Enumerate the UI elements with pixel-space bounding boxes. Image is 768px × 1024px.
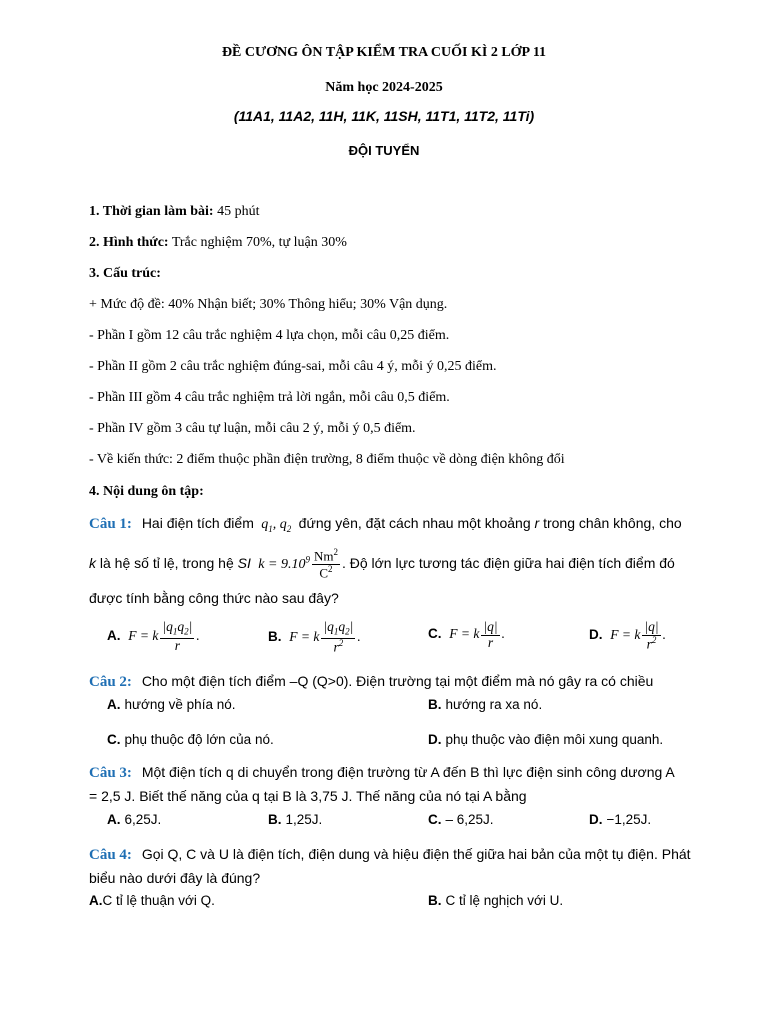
question-3-line-1: Câu 3: Một điện tích q di chuyển trong điện trường từ A đến B thì lực điện sinh công dương A: [89, 764, 675, 781]
question-1-option-d[interactable]: D. F = k $\frac{|q|}{r^2}$ .: [589, 619, 666, 652]
form-value: Trắc nghiệm 70%, tự luận 30%: [168, 235, 347, 250]
school-year: Năm học 2024-2025: [325, 80, 443, 95]
formula-option-d: F = k $\frac{|q|}{r^2}$ .: [610, 619, 666, 652]
formula-k-constant: $k = 9.10^9$: [254, 554, 310, 572]
question-number: Câu 2:: [89, 674, 132, 690]
structure-line: - Về kiến thức: 2 điểm thuộc phần điện trường, 8 điểm thuộc về dòng điện không đổi: [89, 452, 565, 467]
question-number: Câu 4:: [89, 847, 132, 863]
question-2-option-d[interactable]: D. phụ thuộc vào điện môi xung quanh.: [428, 732, 664, 747]
form-line: [89, 235, 347, 251]
question-4-line-2: biểu nào dưới đây là đúng?: [89, 870, 261, 886]
structure-line: - Phần III gồm 4 câu trắc nghiệm trả lời ngắn, mỗi câu 0,5 điểm.: [89, 390, 450, 405]
time-value: 45 phút: [213, 204, 260, 219]
question-2-option-c[interactable]: C. phụ thuộc độ lớn của nó.: [107, 732, 274, 747]
content-label: 4. Nội dung ôn tập:: [89, 484, 204, 499]
structure-line: - Phần IV gồm 3 câu tự luận, mỗi câu 2 ý, mỗi ý 0,5 điểm.: [89, 421, 416, 436]
question-3-option-b[interactable]: B. 1,25J.: [268, 812, 323, 827]
question-1-line-1: Câu 1: Hai điện tích điểm $q_1$, $q_2$ đứng yên, đặt cách nhau một khoảng r trong chân không, cho: [89, 515, 682, 534]
question-number: Câu 3:: [89, 765, 132, 781]
question-4-line-1: Câu 4: Gọi Q, C và U là điện tích, điện dung và hiệu điện thế giữa hai bản của một tụ điện. Phát: [89, 846, 691, 863]
question-3-line-2: = 2,5 J. Biết thế năng của q tại B là 3,75 J. Thế năng của nó tại A bằng: [89, 788, 527, 804]
question-3-option-a[interactable]: A. 6,25J.: [107, 812, 162, 827]
document-title: ĐỀ CƯƠNG ÔN TẬP KIỂM TRA CUỐI KÌ 2 LỚP 11: [221, 45, 547, 60]
question-4-option-b[interactable]: B. C tỉ lệ nghịch với U.: [428, 893, 564, 908]
time-label: 1. Thời gian làm bài:: [89, 204, 214, 219]
question-1-option-a[interactable]: A. F = k $\frac{|q_1q_2|}{r}$ .: [107, 619, 200, 653]
question-1-option-b[interactable]: B. F = k $\frac{|q_1q_2|}{r^2}$ .: [268, 619, 361, 655]
structure-label: 3. Cấu trúc:: [89, 266, 161, 281]
question-2-option-b[interactable]: B. hướng ra xa nó.: [428, 697, 543, 712]
time-line: [89, 204, 259, 220]
team-label: ĐỘI TUYỂN: [348, 143, 420, 158]
question-2-text: Câu 2: Cho một điện tích điểm –Q (Q>0). Điện trường tại một điểm mà nó gây ra có chiều: [89, 673, 654, 690]
question-1-option-c[interactable]: C. F = k $\frac{|q|}{r}$ .: [428, 619, 505, 650]
formula-option-a: F = k $\frac{|q_1q_2|}{r}$ .: [128, 619, 200, 653]
class-list: (11A1, 11A2, 11H, 11K, 11SH, 11T1, 11T2, 11Ti): [233, 108, 535, 124]
question-1-line-2: k là hệ số tỉ lệ, trong hệ SI $k = 9.10^9$ $\frac{Nm^2}{C^2}$ . Độ lớn lực tương tác điện giữa hai điện tích điểm đó: [89, 547, 675, 580]
structure-line: - Phần I gồm 12 câu trắc nghiệm 4 lựa chọn, mỗi câu 0,25 điểm.: [89, 328, 450, 343]
structure-line: - Phần II gồm 2 câu trắc nghiệm đúng-sai, mỗi câu 4 ý, mỗi ý 0,25 điểm.: [89, 359, 497, 374]
structure-line: + Mức độ đề: 40% Nhận biết; 30% Thông hiểu; 30% Vận dụng.: [89, 297, 448, 312]
form-label: 2. Hình thức:: [89, 235, 169, 250]
question-number: Câu 1:: [89, 516, 132, 532]
question-3-option-c[interactable]: C. – 6,25J.: [428, 812, 494, 827]
formula-q1q2: $q_1$, $q_2$: [257, 517, 292, 534]
formula-unit-fraction: $\frac{Nm^2}{C^2}$: [313, 547, 338, 580]
formula-option-c: F = k $\frac{|q|}{r}$ .: [449, 619, 505, 650]
question-1-line-3: được tính bằng công thức nào sau đây?: [89, 590, 339, 606]
formula-option-b: F = k $\frac{|q_1q_2|}{r^2}$ .: [289, 619, 361, 655]
question-3-option-d[interactable]: D. −1,25J.: [589, 812, 652, 827]
question-2-option-a[interactable]: A. hướng về phía nó.: [107, 697, 236, 712]
question-4-option-a[interactable]: A.C tỉ lệ thuận với Q.: [89, 893, 215, 908]
